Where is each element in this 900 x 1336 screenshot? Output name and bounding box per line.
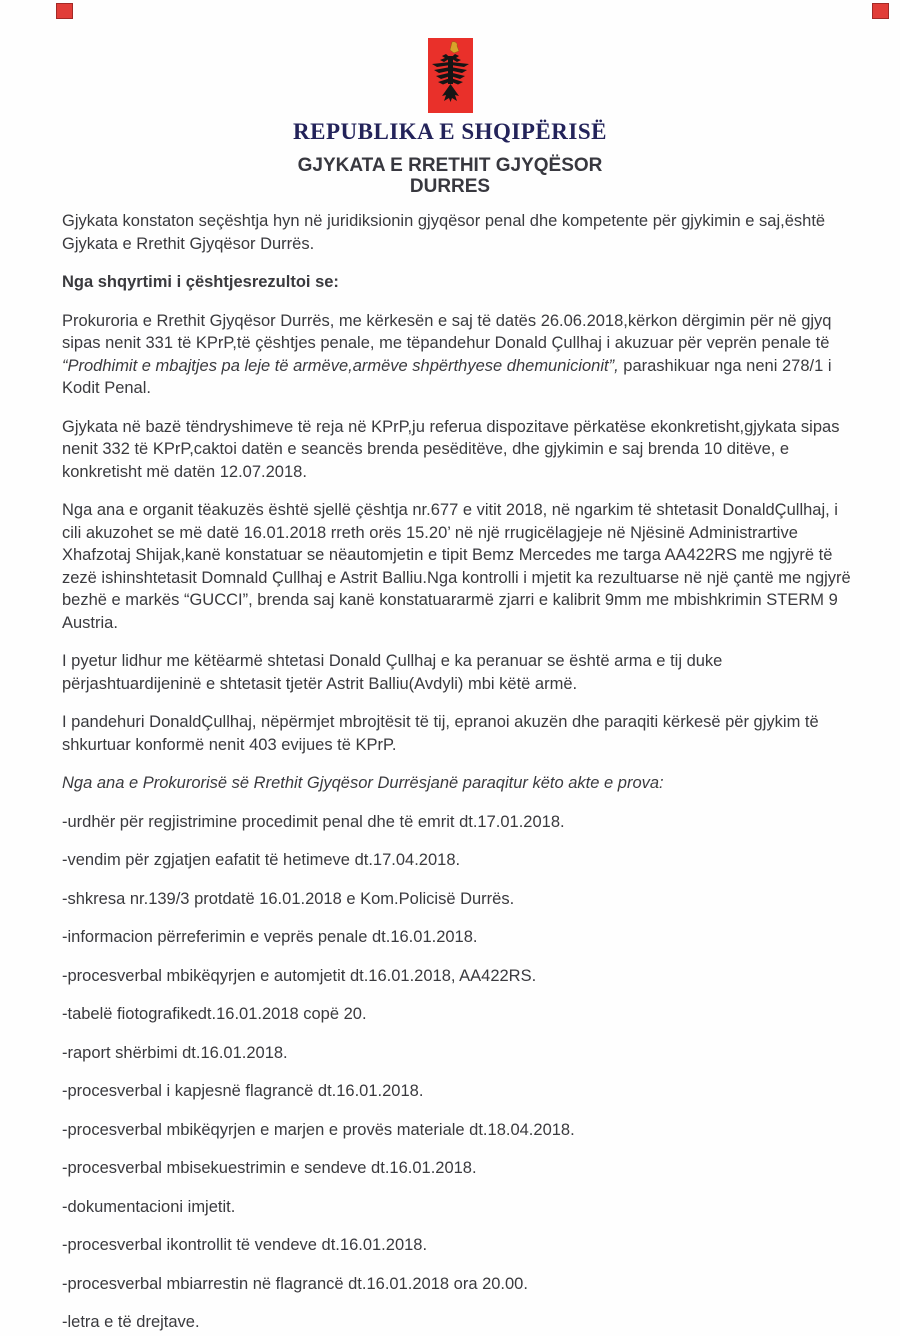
paragraph-abbreviated-trial: I pandehuri DonaldÇullhaj, nëpërmjet mbrojtësit të tij, epranoi akuzën dhe paraqiti kërkesë për gjykim të shkurtuar konformë nenit 403 evijues të KPrP. — [62, 713, 819, 754]
albania-coat-of-arms-emblem — [428, 38, 473, 113]
evidence-item: -raport shërbimi dt.16.01.2018. — [62, 1043, 288, 1062]
evidence-item: -tabelë fiotografikedt.16.01.2018 copë 20. — [62, 1005, 367, 1023]
evidence-item: -procesverbal ikontrollit të vendeve dt.16.01.2018. — [62, 1236, 428, 1254]
evidence-item: -dokumentacioni imjetit. — [62, 1197, 236, 1216]
court-title-line1: GJYKATA E RRETHIT GJYQËSOR — [297, 155, 603, 176]
red-corner-mark-left — [56, 3, 73, 19]
document-header — [0, 0, 900, 197]
court-title — [0, 155, 900, 197]
evidence-item: -letra e të drejtave. — [62, 1313, 200, 1331]
document-body — [0, 197, 900, 1334]
paragraph-defendant-statement: I pyetur lidhur me këtëarmë shtetasi Donald Çullhaj e ka peranuar se është arma e tij duke përjashtuardijeninë e shtetasit tjetër Astrit Balliu(Avdyli) mbi këtë armë. — [62, 652, 723, 693]
evidence-item: -procesverbal mbiarrestin në flagrancë dt.16.01.2018 ora 20.00. — [62, 1274, 528, 1293]
charge-text-offense-italic: “Prodhimit e mbajtjes pa leje të armëve,armëve shpërthyese dhemunicionit”, — [62, 356, 619, 375]
paragraph-charge — [62, 310, 858, 400]
charge-text-post: parashikuar nga neni 278/1 i Kodit Penal. — [62, 356, 832, 397]
evidence-item: -shkresa nr.139/3 protdatë 16.01.2018 e Kom.Policisë Durrës. — [62, 889, 515, 908]
evidence-item: -procesverbal mbisekuestrimin e sendeve dt.16.01.2018. — [62, 1159, 477, 1177]
evidence-item: -vendim për zgjatjen eafatit të hetimeve dt.17.04.2018. — [62, 851, 461, 869]
evidence-item: -procesverbal i kapjesnë flagrancë dt.16.01.2018. — [62, 1082, 424, 1100]
charge-text-pre: Prokuroria e Rrethit Gjyqësor Durrës, me kërkesën e saj të datës 26.06.2018,kërkon dërgimin për në gjyq sipas nenit 331 të KPrP,të çështjes penale, me tëpandehur Donald Çullhaj i akuzuar për veprën penale të — [62, 311, 832, 352]
paragraph-court-dates: Gjykata në bazë tëndryshimeve të reja në KPrP,ju referua dispozitave përkatëse ekonkretisht,gjykata sipas nenit 332 të KPrP,caktoi datën e seancës brenda pesëditëve, dhe gjykimin e saj brenda 10 ditëve, e konkretisht më datën 12.07.2018. — [62, 417, 840, 481]
review-heading: Nga shqyrtimi i çështjesrezultoi se: — [62, 273, 339, 291]
prosecution-evidence-heading: Nga ana e Prokurorisë së Rrethit Gjyqësor Durrësjanë paraqitur këto akte e prova: — [62, 774, 664, 792]
court-title-line2: DURRES — [409, 176, 491, 197]
republic-title: REPUBLIKA E SHQIPËRISË — [293, 119, 607, 144]
evidence-item: -procesverbal mbikëqyrjen e marjen e provës materiale dt.18.04.2018. — [62, 1120, 575, 1139]
red-corner-mark-right — [872, 3, 889, 19]
evidence-item: -procesverbal mbikëqyrjen e automjetit dt.16.01.2018, AA422RS. — [62, 966, 537, 985]
paragraph-jurisdiction: Gjykata konstaton seçështja hyn në juridiksionin gjyqësor penal dhe kompetente për gjykimin e saj,është Gjykata e Rrethit Gjyqësor Durrës. — [62, 212, 826, 253]
evidence-item: -urdhër për regjistrimine procedimit penal dhe të emrit dt.17.01.2018. — [62, 812, 565, 831]
paragraph-case-facts: Nga ana e organit tëakuzës është sjellë çështja nr.677 e vitit 2018, në ngarkim të shtetasit DonaldÇullhaj, i cili akuzohet se më datë 16.01.2018 rreth orës 15.20’ në një rrugicëlagjeje në Njësinë Administrartive Xhafzotaj Shijak,kanë konstatuar se nëautomjetin e tipit Bemz Mercedes me targa AA422RS me ngjyrë të zezë ishinshtetasit Domnald Çullhaj e Astrit Balliu.Nga kontrolli i mjetit ka rezultuarse në një çantë me ngjyrë bezhë e markës “GUCCI”, brenda saj kanë konstatuararmë zjarri e kalibrit 9mm me mbishkrimin STERM 9 Austria. — [62, 501, 851, 632]
evidence-item: -informacion përreferimin e veprës penale dt.16.01.2018. — [62, 928, 478, 946]
